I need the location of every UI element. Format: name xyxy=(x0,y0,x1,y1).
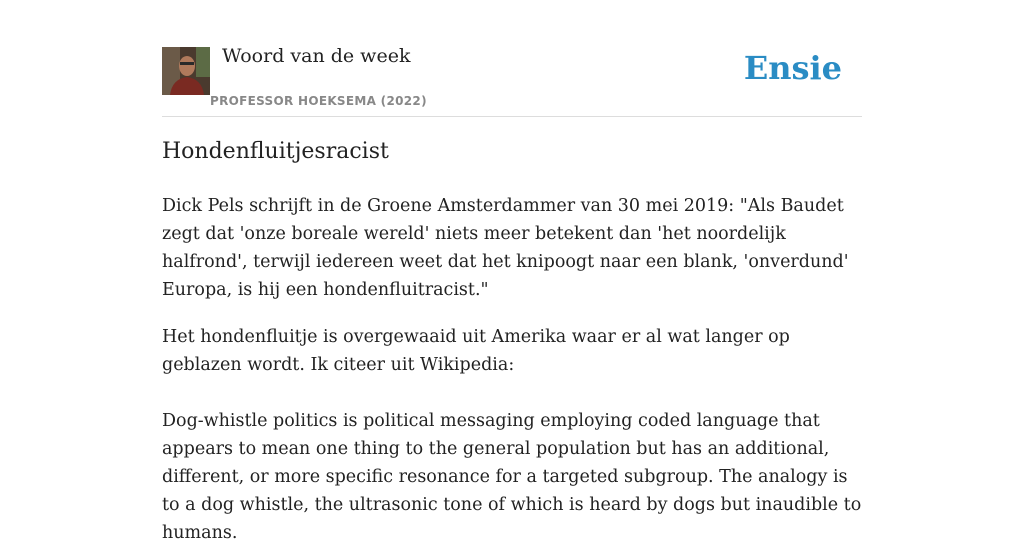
article-paragraph: Het hondenfluitje is overgewaaid uit Amerika waar er al wat langer op geblazen wordt. Ik citeer uit Wikipedia: xyxy=(162,327,790,375)
author-byline[interactable]: PROFESSOR HOEKSEMA (2022) xyxy=(210,94,427,108)
article-title: Hondenfluitjesracist xyxy=(162,139,389,164)
series-title[interactable]: Woord van de week xyxy=(222,45,411,67)
article-quote: Dog-whistle politics is political messaging employing coded language that appears to mean one thing to the general population but has an additional, different, or more specific resonance for a targeted subgroup. The analogy is to a dog whistle, the ultrasonic tone of which is heard by dogs but inaudible to humans. xyxy=(162,411,862,543)
content-column xyxy=(162,0,862,543)
article-paragraph: Dick Pels schrijft in de Groene Amsterdammer van 30 mei 2019: "Als Baudet zegt dat 'onze boreale wereld' niets meer betekent dan 'het noordelijk halfrond', terwijl iedereen weet dat het knipoogt naar een blank, 'onverdund' Europa, is hij een hondenfluitracist." xyxy=(162,196,849,300)
author-avatar[interactable] xyxy=(162,47,210,95)
brand-logo[interactable]: Ensie xyxy=(743,49,842,87)
article-header xyxy=(162,0,862,117)
